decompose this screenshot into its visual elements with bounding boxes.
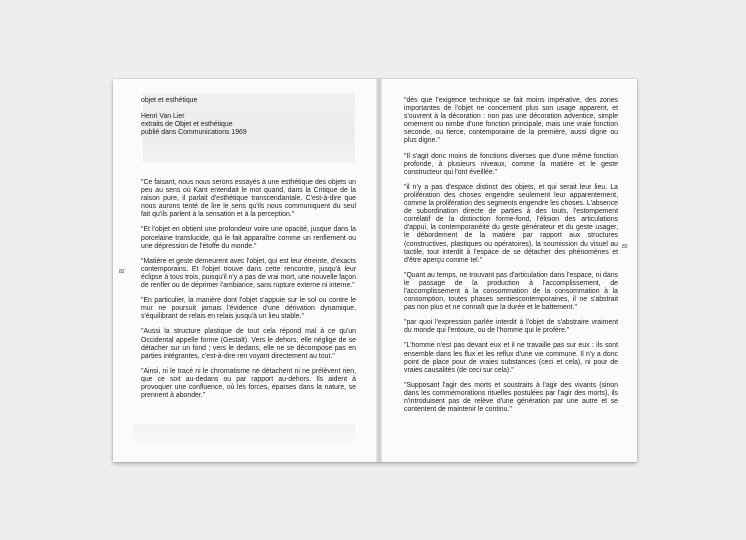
left-quotes (141, 179, 356, 407)
quote-paragraph: "Ce faisant, nous nous serons essayés à une esthétique des objets un peu au sens où Kant entendait le mot quand, dans la Critique de la raison pure, il parlait d'esthétique transcendantale. C'est-à-dire que nous aurons tenté de lire le sens qu'ils nous communiquent du seul fait qu'ils parlent à la sensation et à la perception." (141, 179, 356, 219)
section-title: objet et esthétique (141, 97, 198, 104)
book-spread (113, 79, 637, 462)
left-page (113, 79, 376, 462)
quote-paragraph: "En particulier, la manière dont l'objet s'appuie sur le sol ou contre le mur ne poursuit jamais l'évidence d'une dérivation dynamique, s'équilibrant de relais en relais jusqu'à un lieu stable." (141, 297, 356, 321)
quote-paragraph: "Quant au temps, ne trouvant pas d'articulation dans l'espace, ni dans le passage de la production à l'accomplissement, de l'accomplissement à la consommation de la consommation à la consomption, toutes phases sentiescontemporaines, il ne s'abstrait pas non plus et ne connaît que la durée et le battement." (404, 271, 618, 312)
right-page (382, 79, 637, 462)
page-number: 83 (622, 244, 628, 250)
page-number: 82 (119, 269, 125, 275)
publication-line: publié dans Communications 1969 (141, 129, 247, 137)
quote-paragraph: "Aussi la structure plastique de tout cela répond mal à ce qu'un Occidental appelle forme (Gestalt). Vers le dehors, elle néglige de se détacher sur un fond ; vers le dedans, elle ne se décompose pas en parties intégrantes, c'est-à-dire ren voyant directement au tout." (141, 328, 356, 360)
show-through-text (133, 424, 355, 444)
article-header (141, 97, 341, 137)
source-line: extraits de Objet et esthétique (141, 121, 233, 129)
author-name: Henri Van Lier (141, 113, 185, 121)
quote-paragraph: "Et l'objet en obtient une profondeur voire une opacité, jusque dans la porcelaine translucide, qui le fait apparaître comme un renflement ou une dépression de l'étoffe du monde." (141, 226, 356, 250)
quote-paragraph: "Supposant l'agir des morts et soustraits à l'agir des vivants (sinon dans les commémorations rituelles postulées par l'agir des morts), ils n'introduisent pas de relève d'une génération par une autre et se contentent de maintenir le continu." (404, 381, 618, 414)
right-quotes (404, 97, 618, 421)
quote-paragraph: "dès que l'exigence technique se fait moins impérative, des zones importantes de l'objet ne concernent plus son usage apparent, et s'ouvrent à la décoration : non pas une décoration adventice, simple ornement ou nimbe d'une fonction principale, mais une vraie fonction seconde, ou tierce, contemporaine de la première, aussi digne ou plus digne." (404, 97, 618, 145)
quote-paragraph: "Il s'agit donc moins de fonctions diverses que d'une même fonction profonde, à plusieurs niveaux, comme la matière et le geste constructeur qui l'ont éveillée." (404, 152, 618, 176)
quote-paragraph: "L'homme n'est pas devant eux et il ne travaille pas sur eux : ils sont ensemble dans les flux et les reflux d'une vie commune. Il n'y a donc point de place pour de vraies substances (ceci et cela), ni pour de vraies causalités (de ceci sur cela)." (404, 342, 618, 374)
quote-paragraph: "il n'y a pas d'espace distinct des objets, et qui serait leur lieu. La prolifération des choses engendre seulement leur apparentement, comme la prolifération des segments engendre les choses. L'absence de subordination directe de parties à des touts, l'estompement corrélatif de la distinction forme-fond, l'élision des articulations d'appui, la contemporanéité du geste générateur et du geste usager, le débordement de la matière par rapport aux structures (constructives, plastiques ou opératoires), la soumission du visuel au tactile, tout interdit à l'espace de se détacher des phénomènes et d'être aperçu comme tel." (404, 183, 618, 264)
quote-paragraph: "Matière et geste demeurent avec l'objet, qui est leur étreinte, d'exacts contemporains. Et l'objet trouve dans cette rencontre, jusqu'à leur éclipse à tous trois, puisqu'il n'y a pas de vrai mort, une nouvelle façon de renfler ou de déprimer l'ambiance, sans rupture externe ni interne." (141, 257, 356, 290)
quote-paragraph: "Ainsi, ni le tracé ni le chromatisme ne détachent ni ne prélèvent rien, que ce soit au-dedans ou par rapport au-dehors. Ils aident à provoquer une confluence, où les forces, éparses dans la nature, se prennent à abonder." (141, 367, 356, 400)
quote-paragraph: "par quoi l'expression parlée interdit à l'objet de s'abstraire vraiment du monde qui l'entoure, ou de l'homme qui le profère." (404, 319, 618, 335)
